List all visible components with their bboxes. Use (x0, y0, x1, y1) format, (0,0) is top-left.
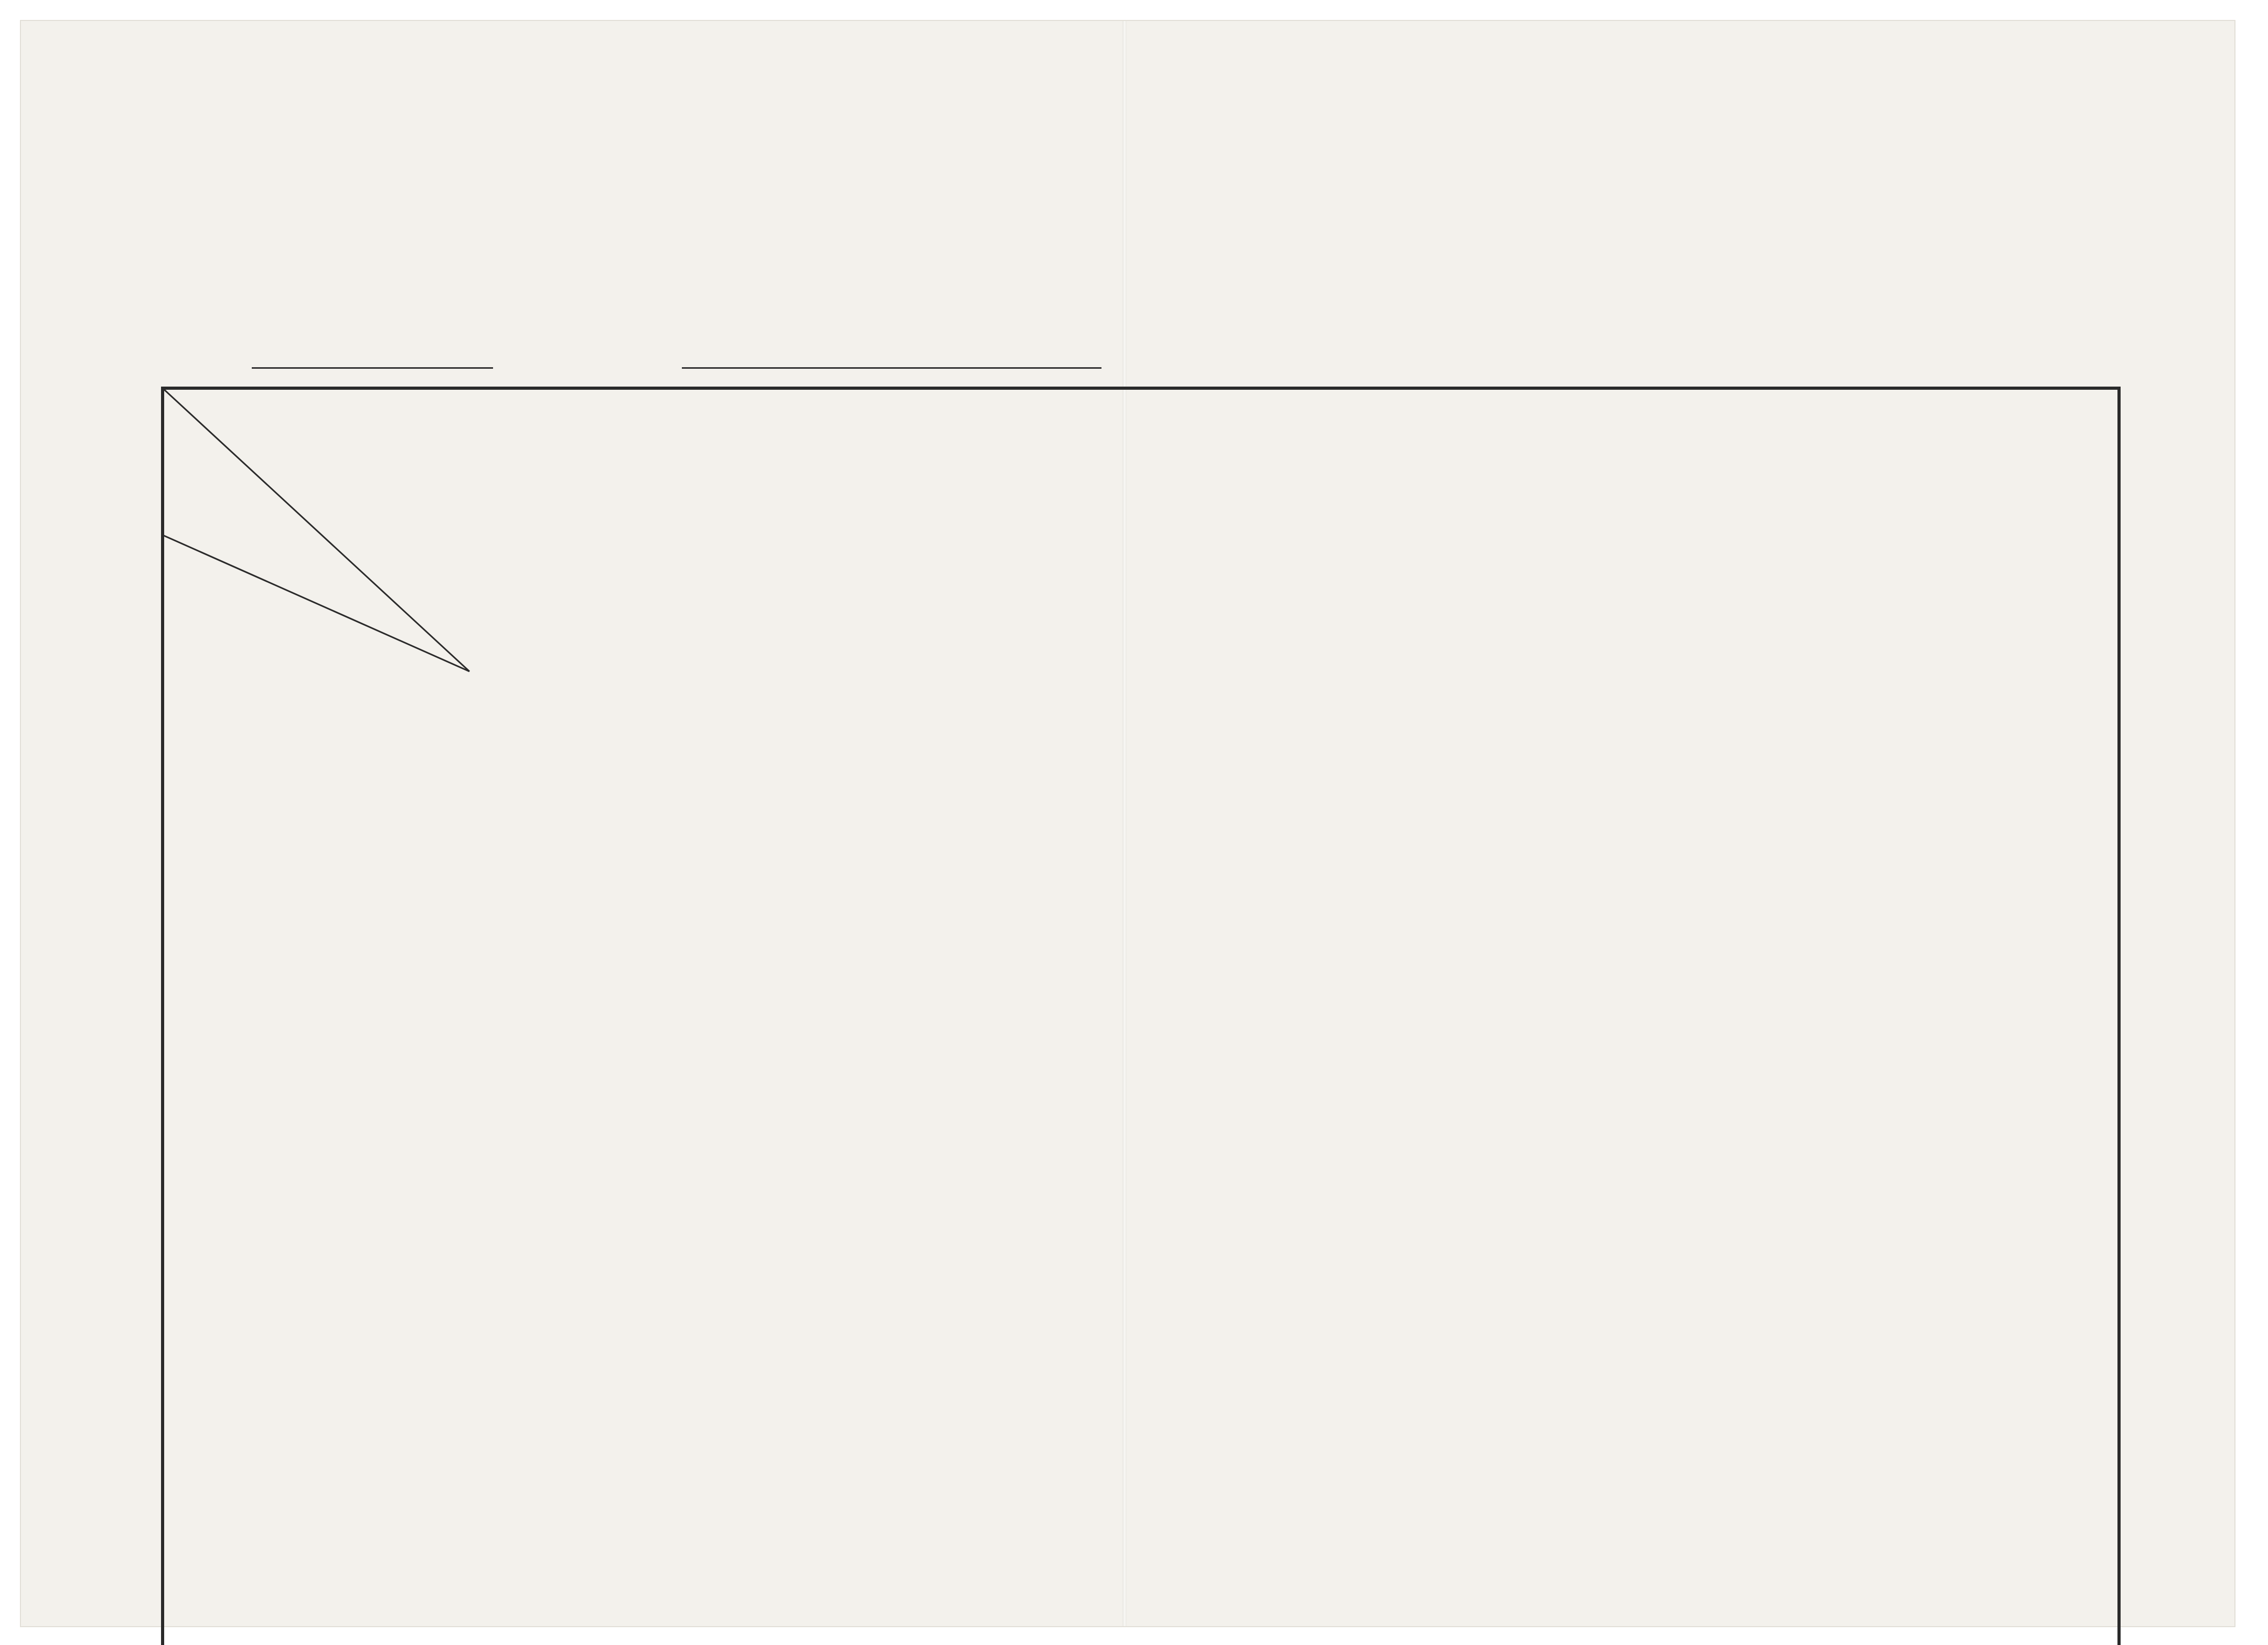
corner-course-2 (239, 580, 270, 616)
hours-header (472, 409, 593, 661)
corner-target (406, 509, 438, 546)
corner-course-1 (194, 564, 226, 601)
exam-header (598, 388, 2119, 467)
corner-course-4 (328, 624, 359, 661)
corner-diagonal-2 (163, 535, 469, 671)
corner-grade-2 (286, 509, 317, 546)
corner-grade-1 (223, 448, 254, 485)
corner-course-3 (283, 606, 315, 643)
corner-item (346, 414, 378, 451)
